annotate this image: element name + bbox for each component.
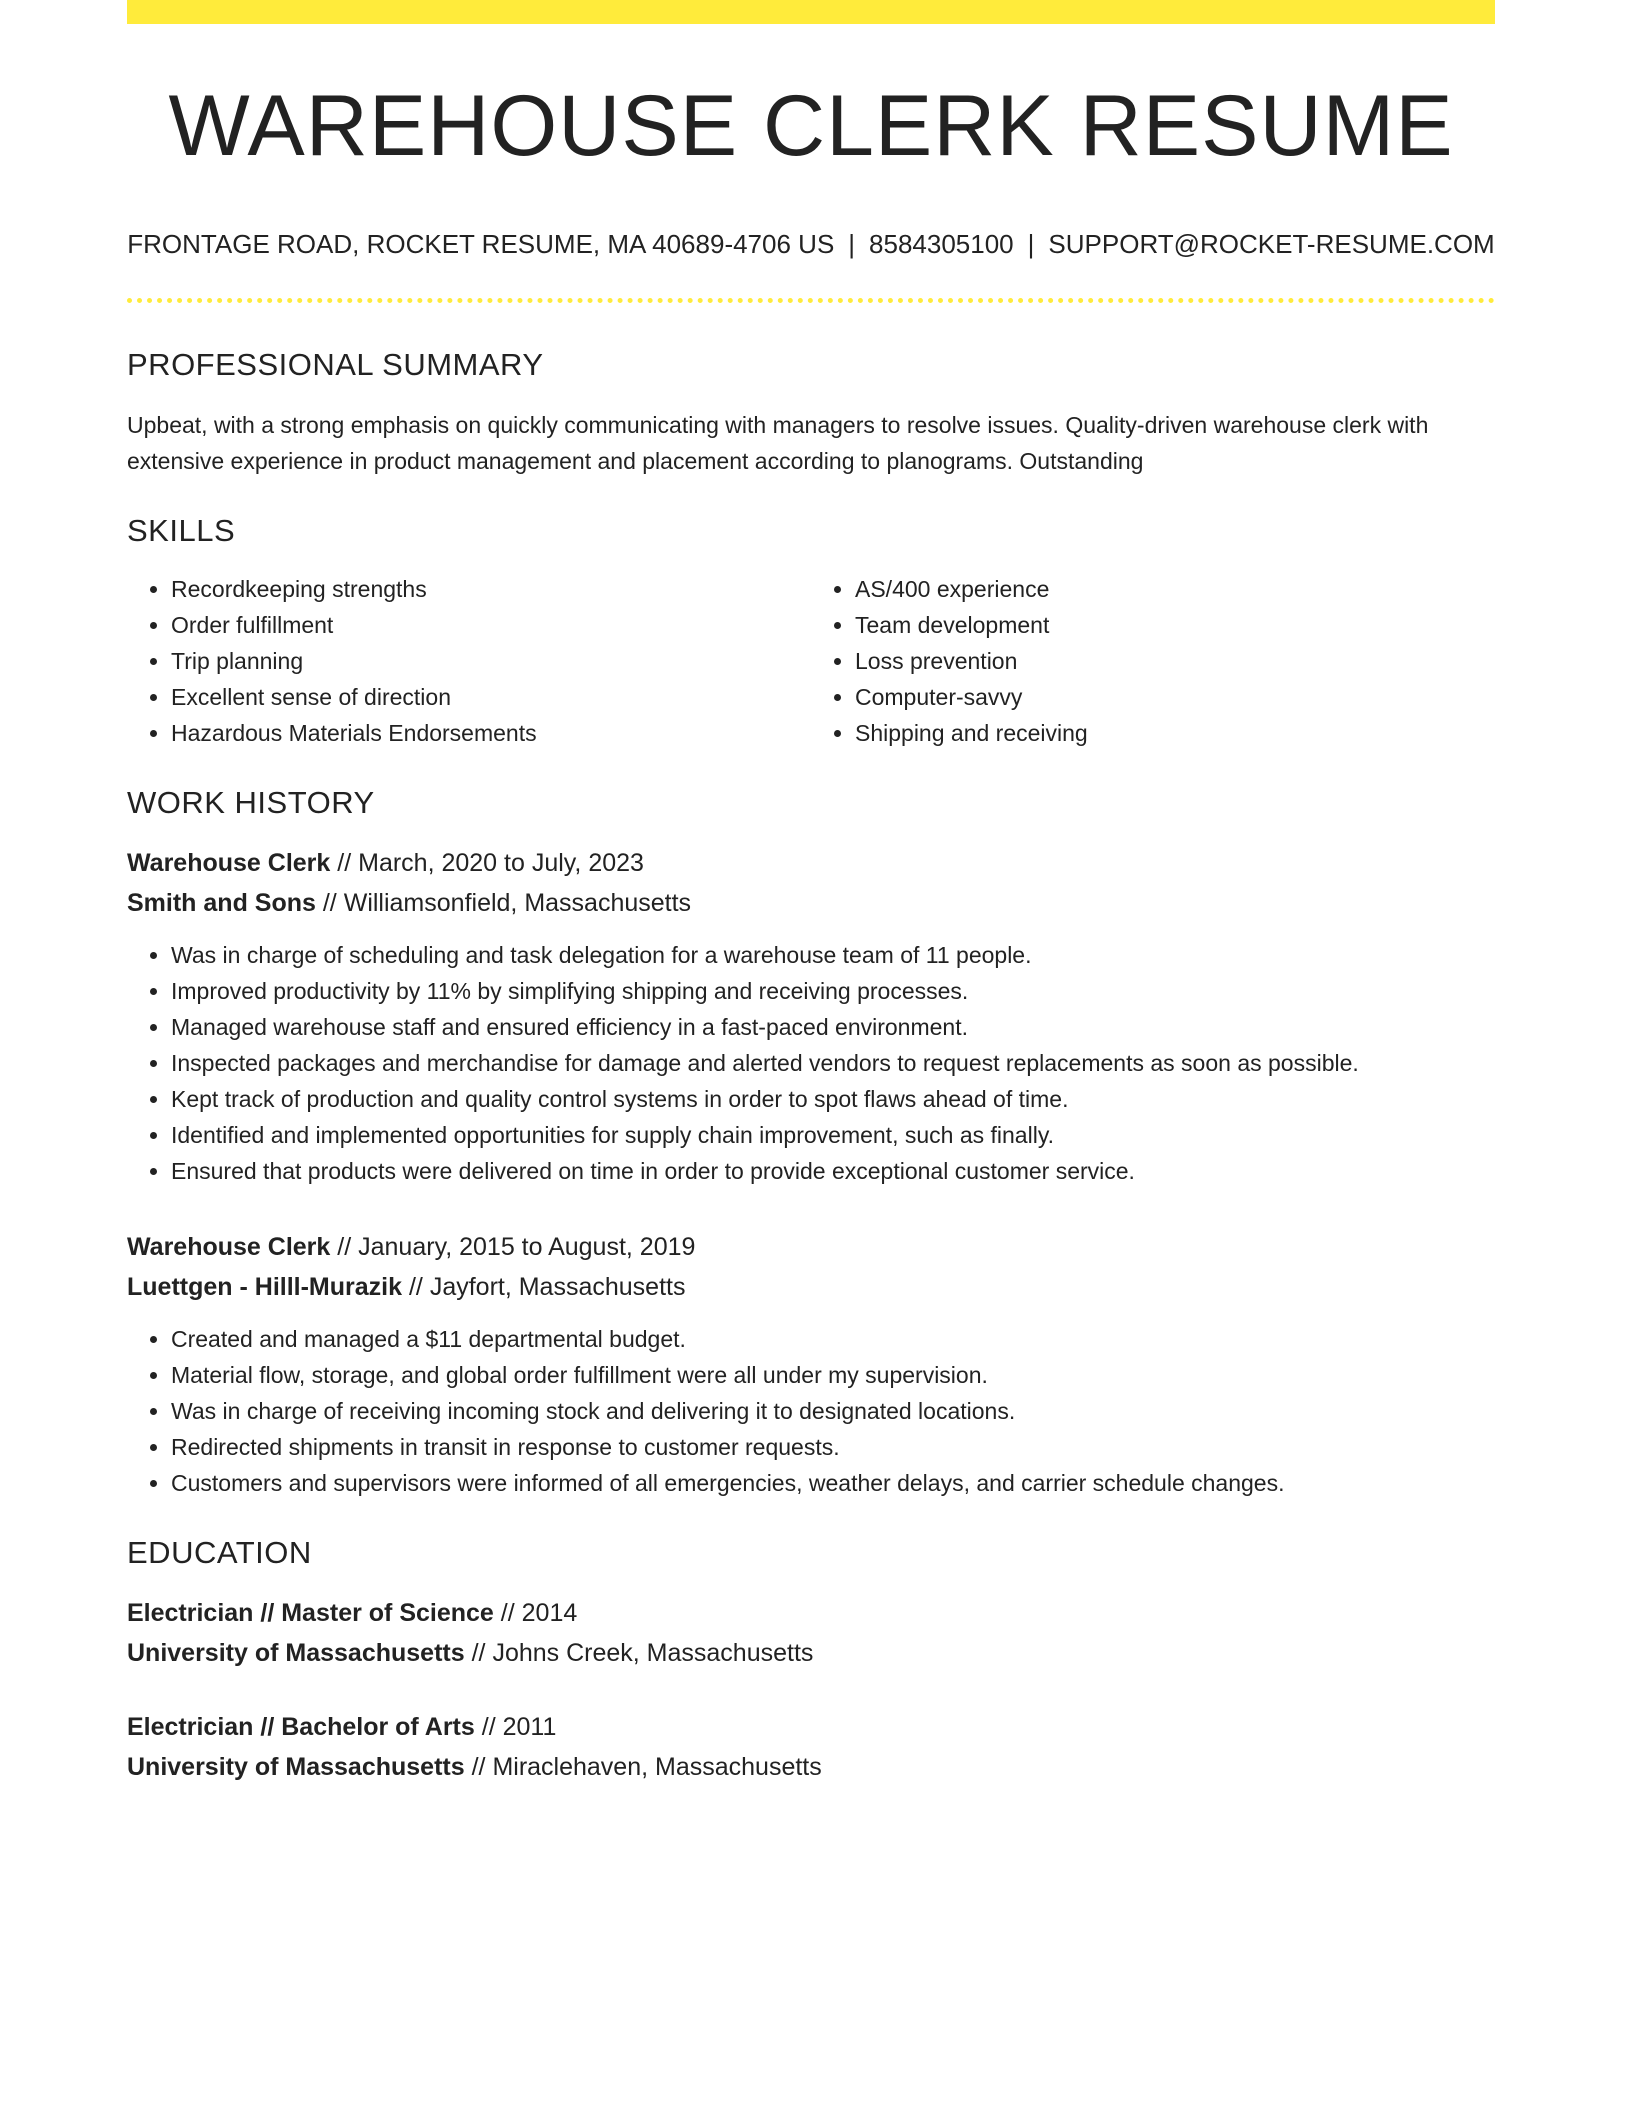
work-history-heading: WORK HISTORY <box>127 784 375 820</box>
page-title: WAREHOUSE CLERK RESUME <box>168 78 1454 174</box>
job-location: Williamsonfield, Massachusetts <box>343 888 692 917</box>
job-bullet: • Kept track of production and quality control systems in order to spot flaws ahead of time. <box>171 1081 1495 1117</box>
job-bullet: • Redirected shipments in transit in response to customer requests. <box>171 1429 1495 1465</box>
education-location: Johns Creek, Massachusetts <box>492 1638 814 1667</box>
resume-page <box>127 0 1495 1787</box>
skill-item: • Order fulfillment <box>171 607 811 643</box>
skill-item: • Team development <box>855 607 1495 643</box>
job-separator: // <box>408 1272 423 1301</box>
job-bullet: • Customers and supervisors were informed of all emergencies, weather delays, and carrier schedule changes. <box>171 1465 1495 1501</box>
skill-item: • AS/400 experience <box>855 571 1495 607</box>
education-school-line <box>127 1633 1495 1673</box>
job-separator: // <box>322 888 337 917</box>
job-bullet: • Material flow, storage, and global order fulfillment were all under my supervision. <box>171 1357 1495 1393</box>
skills-list-right <box>811 571 1495 751</box>
job-title-line <box>127 1227 1495 1267</box>
contact-separator: | <box>848 228 856 259</box>
job-title: Warehouse Clerk <box>127 1232 331 1261</box>
job-bullet: • Ensured that products were delivered on time in order to provide exceptional customer service. <box>171 1153 1495 1189</box>
job-company: Smith and Sons <box>127 888 316 917</box>
education-year: 2014 <box>521 1598 578 1627</box>
skill-item: • Loss prevention <box>855 643 1495 679</box>
job-bullet: • Was in charge of receiving incoming stock and delivering it to designated locations. <box>171 1393 1495 1429</box>
top-accent-bar <box>127 0 1495 24</box>
education-location: Miraclehaven, Massachusetts <box>492 1752 822 1781</box>
job-bullet: • Managed warehouse staff and ensured efficiency in a fast-paced environment. <box>171 1009 1495 1045</box>
contact-line <box>127 229 1495 260</box>
job-company-line <box>127 883 1495 923</box>
job-entry <box>127 843 1495 1189</box>
skill-item: • Recordkeeping strengths <box>171 571 811 607</box>
skills-columns <box>127 571 1495 751</box>
dotted-divider <box>127 298 1495 303</box>
job-separator: // <box>337 1232 352 1261</box>
job-bullet: • Was in charge of scheduling and task delegation for a warehouse team of 11 people. <box>171 937 1495 973</box>
education-separator: // <box>471 1752 486 1781</box>
job-company: Luettgen - Hilll-Murazik <box>127 1272 402 1301</box>
job-bullet: • Improved productivity by 11% by simplifying shipping and receiving processes. <box>171 973 1495 1009</box>
job-entry <box>127 1227 1495 1501</box>
job-bullet: • Identified and implemented opportunities for supply chain improvement, such as finally. <box>171 1117 1495 1153</box>
skills-heading: SKILLS <box>127 512 236 548</box>
job-company-line <box>127 1267 1495 1307</box>
education-school-line <box>127 1747 1495 1787</box>
skill-item: • Hazardous Materials Endorsements <box>171 715 811 751</box>
education-entry <box>127 1707 1495 1787</box>
summary-text: Upbeat, with a strong emphasis on quickly communicating with managers to resolve issues. Quality-driven warehouse clerk with extensive experience in product management and placement according to planograms. Outstanding <box>127 411 1429 474</box>
job-bullet: • Created and managed a $11 departmental budget. <box>171 1321 1495 1357</box>
job-bullets <box>127 937 1495 1189</box>
contact-phone: 8584305100 <box>869 228 1014 259</box>
education-entry <box>127 1593 1495 1673</box>
education-degree: Electrician // Bachelor of Arts <box>127 1712 475 1741</box>
job-location: Jayfort, Massachusetts <box>429 1272 686 1301</box>
job-bullets <box>127 1321 1495 1501</box>
contact-email: SUPPORT@ROCKET-RESUME.COM <box>1048 228 1495 259</box>
contact-address: FRONTAGE ROAD, ROCKET RESUME, MA 40689-4706 US <box>127 228 835 259</box>
job-separator: // <box>337 848 352 877</box>
job-dates: March, 2020 to July, 2023 <box>358 848 644 877</box>
education-school: University of Massachusetts <box>127 1638 465 1667</box>
job-bullet: • Inspected packages and merchandise for damage and alerted vendors to request replacements as soon as possible. <box>171 1045 1495 1081</box>
education-degree-line <box>127 1707 1495 1747</box>
education-separator: // <box>471 1638 486 1667</box>
job-dates: January, 2015 to August, 2019 <box>358 1232 696 1261</box>
education-heading: EDUCATION <box>127 1534 312 1570</box>
education-separator: // <box>500 1598 515 1627</box>
skill-item: • Shipping and receiving <box>855 715 1495 751</box>
contact-separator: | <box>1027 228 1035 259</box>
skills-list-left <box>127 571 811 751</box>
education-separator: // <box>481 1712 496 1741</box>
education-degree-line <box>127 1593 1495 1633</box>
education-year: 2011 <box>502 1712 557 1741</box>
job-title: Warehouse Clerk <box>127 848 331 877</box>
skill-item: • Computer-savvy <box>855 679 1495 715</box>
education-school: University of Massachusetts <box>127 1752 465 1781</box>
education-degree: Electrician // Master of Science <box>127 1598 494 1627</box>
job-title-line <box>127 843 1495 883</box>
skill-item: • Trip planning <box>171 643 811 679</box>
skill-item: • Excellent sense of direction <box>171 679 811 715</box>
summary-heading: PROFESSIONAL SUMMARY <box>127 346 544 382</box>
